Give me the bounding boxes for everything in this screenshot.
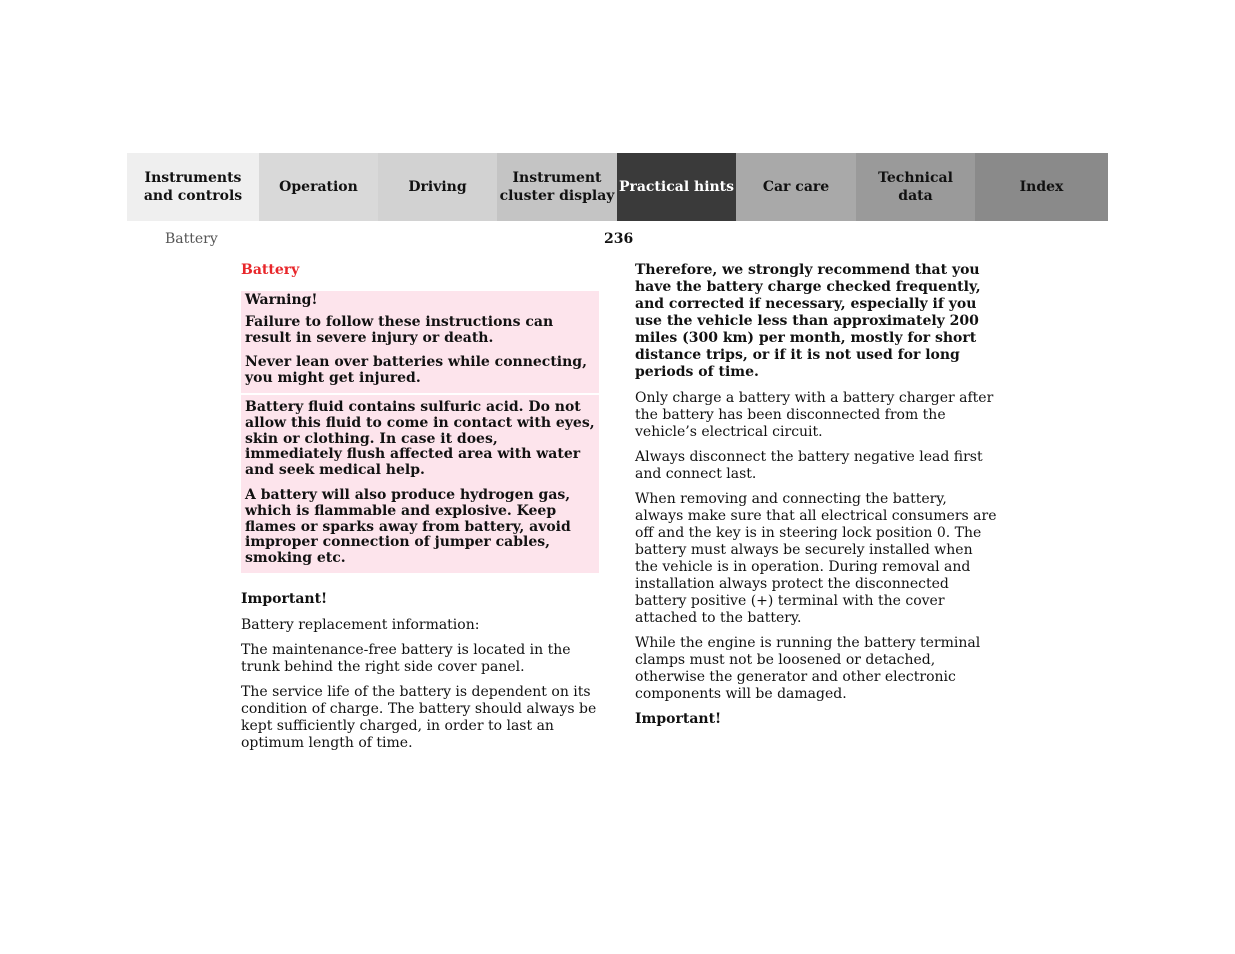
warning-text: Never lean over batteries while connecting, you might get injured. (245, 354, 587, 387)
section-title: Battery (241, 262, 300, 278)
page-number: 236 (604, 231, 634, 247)
running-head: Battery (165, 231, 218, 247)
left-column (241, 262, 599, 760)
warning-text: Failure to follow these instructions can result in severe injury or death. (245, 313, 554, 346)
warning-text: A battery will also produce hydrogen gas, which is flammable and explosive. Keep flames or sparks away from battery, avoid improper connection of jumper cables, smoking etc. (245, 486, 571, 567)
body-paragraph: When removing and connecting the battery, always make sure that all electrical consumers are off and the key is in steering lock position 0. The battery must always be securely installed when the vehicle is in operation. During removal and installation always protect the disconnected battery positive (+) terminal with the cover attached to the battery. (635, 491, 997, 626)
tab-practical-hints[interactable]: Practical hints (617, 153, 736, 221)
warning-title: Warning! (245, 292, 318, 308)
body-paragraph: Only charge a battery with a battery charger after the battery has been disconnected from the vehicle’s electrical circuit. (635, 390, 994, 440)
bold-recommendation: Therefore, we strongly recommend that you have the battery charge checked frequently, and corrected if necessary, especially if you use the vehicle less than approximately 200 miles (300 km) per month, mostly for short distance trips, or if it is not used for long periods of time. (635, 262, 981, 380)
tab-operation[interactable]: Operation (259, 153, 378, 221)
tab-index[interactable]: Index (975, 153, 1108, 221)
chapter-nav (127, 153, 1108, 221)
tab-instrument-cluster-display[interactable]: Instrument cluster display (497, 153, 617, 221)
body-paragraph: Always disconnect the battery negative lead first and connect last. (635, 449, 983, 482)
warning-box (241, 291, 599, 573)
important-label: Important! (241, 590, 328, 607)
warning-text: Battery fluid contains sulfuric acid. Do not allow this fluid to come in contact with eyes, skin or clothing. In case it does, immediately flush affected area with water and seek medical help. (245, 398, 595, 479)
tab-technical-data[interactable]: Technical data (856, 153, 975, 221)
tab-driving[interactable]: Driving (378, 153, 497, 221)
body-paragraph: The maintenance-free battery is located in the trunk behind the right side cover panel. (241, 641, 571, 675)
warning-divider (241, 393, 599, 395)
tab-instruments-and-controls[interactable]: Instruments and controls (127, 153, 259, 221)
right-column (635, 262, 997, 737)
tab-car-care[interactable]: Car care (736, 153, 856, 221)
body-paragraph: The service life of the battery is dependent on its condition of charge. The battery should always be kept sufficiently charged, in order to last an optimum length of time. (241, 683, 597, 751)
body-paragraph: Battery replacement information: (241, 616, 480, 633)
body-paragraph: While the engine is running the battery terminal clamps must not be loosened or detached, otherwise the generator and other electronic components will be damaged. (635, 635, 981, 702)
important-label: Important! (635, 711, 722, 727)
